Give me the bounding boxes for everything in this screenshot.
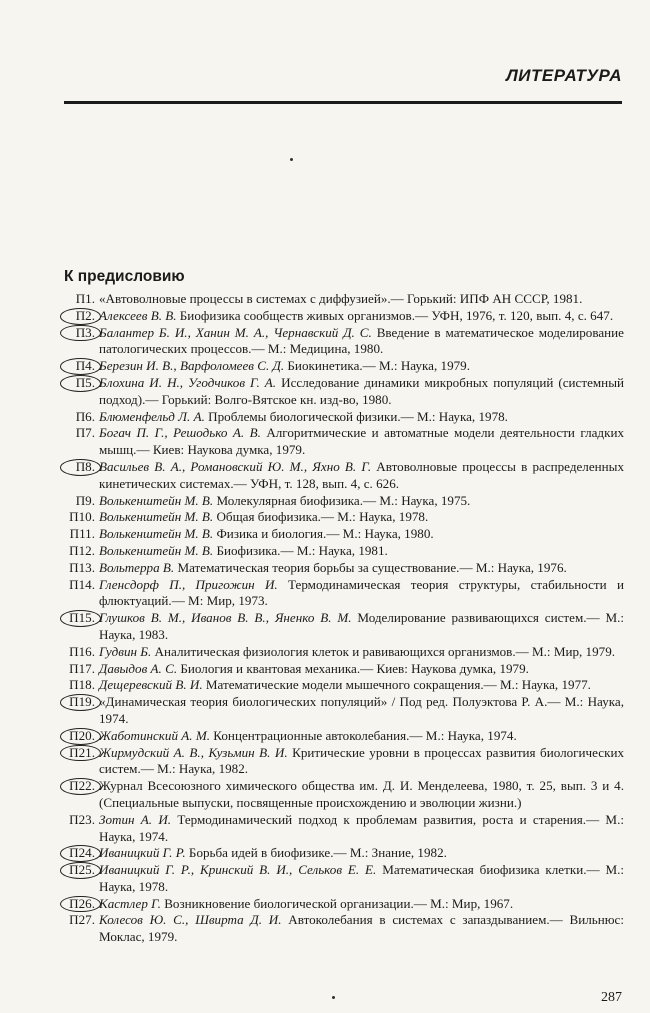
reference-text: Общая биофизика.— М.: Наука, 1978. bbox=[213, 509, 429, 525]
reference-body bbox=[99, 291, 624, 308]
header-rule bbox=[64, 101, 622, 104]
reference-authors: Волькенштейн М. В. bbox=[99, 509, 214, 525]
reference-body bbox=[99, 459, 624, 493]
reference-text: Математическая биофизика клетки.— М.: Наука, 1978. bbox=[99, 862, 624, 894]
reference-text: Концентрационные автоколебания.— М.: Наука, 1974. bbox=[210, 727, 517, 743]
reference-number: П27. bbox=[69, 912, 95, 928]
reference-entry bbox=[58, 610, 624, 644]
reference-number: П12. bbox=[69, 542, 95, 558]
reference-body bbox=[99, 425, 624, 459]
reference-body bbox=[99, 912, 624, 946]
reference-authors: Васильев В. А., Романовский Ю. М., Яхно В. Г. bbox=[99, 458, 372, 474]
reference-text: Биокинетика.— М.: Наука, 1979. bbox=[284, 358, 470, 374]
reference-number: П8. bbox=[58, 459, 99, 476]
reference-body bbox=[99, 358, 624, 375]
reference-authors: Балантер Б. И., Ханин М. А., Чернавский Д. С. bbox=[99, 324, 372, 340]
reference-number: П9. bbox=[75, 492, 95, 508]
reference-entry bbox=[58, 694, 624, 728]
reference-entry bbox=[58, 291, 624, 308]
reference-entry bbox=[58, 812, 624, 846]
reference-text: Журнал Всесоюзного химического общества им. Д. И. Менделеева, 1980, т. 25, вып. 3 и 4. (Специальные выпуски, посвященные происхождению и эволюции жизни.) bbox=[99, 778, 624, 810]
reference-authors: Кастлер Г. bbox=[99, 895, 161, 911]
reference-entry bbox=[58, 358, 624, 375]
reference-body bbox=[99, 694, 624, 728]
reference-number: П3. bbox=[58, 325, 99, 342]
reference-authors: Блюменфельд Л. А. bbox=[99, 408, 205, 424]
reference-entry bbox=[58, 308, 624, 325]
reference-number: П1. bbox=[75, 291, 95, 306]
reference-body bbox=[99, 677, 624, 694]
reference-entry bbox=[58, 778, 624, 812]
reference-number: П23. bbox=[69, 811, 95, 827]
reference-text: Биология и квантовая механика.— Киев: Наукова думка, 1979. bbox=[177, 660, 529, 676]
reference-number: П20. bbox=[58, 728, 99, 745]
reference-text: Аналитическая физиология клеток и равивающихся организмов.— М.: Мир, 1979. bbox=[151, 643, 616, 659]
reference-text: «Автоволновые процессы в системах с диффузией».— Горький: ИПФ АН СССР, 1981. bbox=[99, 291, 583, 306]
reference-text: Автоволновые процессы в распределенных кинетических системах.— УФН, т. 128, вып. 4, с. 626. bbox=[99, 458, 624, 491]
reference-number: П26. bbox=[58, 896, 99, 913]
reference-list bbox=[58, 291, 624, 946]
reference-entry bbox=[58, 509, 624, 526]
reference-text: Борьба идей в биофизике.— М.: Знание, 1982. bbox=[185, 845, 447, 861]
reference-text: Математическая теория борьбы за существование.— М.: Наука, 1976. bbox=[174, 559, 567, 575]
reference-number: П4. bbox=[58, 358, 99, 375]
reference-entry bbox=[58, 425, 624, 459]
reference-authors: Волькенштейн М. В. bbox=[99, 542, 214, 558]
reference-number: П14. bbox=[69, 576, 95, 592]
reference-entry bbox=[58, 677, 624, 694]
reference-authors: Жирмудский А. В., Кузьмин В. И. bbox=[99, 744, 288, 760]
reference-text: Возникновение биологической организации.— М.: Мир, 1967. bbox=[160, 895, 514, 911]
reference-authors: Волькенштейн М. В. bbox=[99, 492, 214, 508]
reference-entry bbox=[58, 862, 624, 896]
reference-authors: Богач П. Г., Решодько А. В. bbox=[99, 425, 261, 441]
speck-mark bbox=[332, 996, 335, 999]
reference-text: Биофизика сообществ живых организмов.— УФН, 1976, т. 120, вып. 4, с. 647. bbox=[176, 307, 614, 323]
reference-number: П22. bbox=[58, 778, 99, 795]
reference-body bbox=[99, 375, 624, 409]
reference-authors: Вольтерра В. bbox=[99, 559, 175, 575]
reference-text: Алгоритмические и автоматные модели деятельности гладких мышц.— Киев: Наукова думка, 1979. bbox=[99, 425, 625, 458]
speck-mark bbox=[290, 158, 293, 161]
reference-entry bbox=[58, 661, 624, 678]
reference-entry bbox=[58, 543, 624, 560]
reference-authors: Березин И. В., Варфоломеев С. Д. bbox=[99, 358, 285, 374]
reference-text: Термодинамический подход к проблемам развития, роста и старения.— М.: Наука, 1974. bbox=[99, 811, 624, 844]
reference-body bbox=[99, 778, 624, 812]
reference-body bbox=[99, 509, 624, 526]
reference-body bbox=[99, 845, 624, 862]
reference-body bbox=[99, 325, 624, 359]
reference-entry bbox=[58, 493, 624, 510]
reference-body bbox=[99, 493, 624, 510]
reference-text: Критические уровни в процессах развития биологических систем.— М.: Наука, 1982. bbox=[99, 744, 624, 777]
page-number: 287 bbox=[601, 990, 622, 1005]
reference-body bbox=[99, 543, 624, 560]
reference-number: П25. bbox=[58, 862, 99, 879]
reference-number: П5. bbox=[58, 375, 99, 392]
reference-authors: Колесов Ю. С., Швирта Д. И. bbox=[99, 912, 282, 928]
reference-number: П6. bbox=[75, 408, 95, 424]
reference-body bbox=[99, 728, 624, 745]
reference-text: Молекулярная биофизика.— М.: Наука, 1975. bbox=[213, 492, 471, 508]
reference-body bbox=[99, 577, 624, 611]
reference-authors: Волькенштейн М. В. bbox=[99, 526, 214, 542]
reference-authors: Жаботинский А. М. bbox=[99, 727, 211, 743]
reference-number: П17. bbox=[69, 660, 95, 676]
reference-entry bbox=[58, 409, 624, 426]
reference-number: П16. bbox=[69, 643, 95, 659]
reference-entry bbox=[58, 845, 624, 862]
reference-number: П2. bbox=[58, 308, 99, 325]
reference-number: П11. bbox=[69, 526, 95, 542]
reference-text: Исследование динамики микробных популяций (системный подход).— Горький: Волго-Вятское кн. изд-во, 1980. bbox=[99, 374, 624, 407]
reference-number: П19. bbox=[58, 694, 99, 711]
reference-authors: Дещеревский В. И. bbox=[99, 677, 203, 693]
reference-text: Проблемы биологической физики.— М.: Наука, 1978. bbox=[204, 408, 508, 424]
reference-body bbox=[99, 812, 624, 846]
reference-number: П13. bbox=[69, 559, 95, 575]
reference-body bbox=[99, 644, 624, 661]
reference-text: Математические модели мышечного сокращения.— М.: Наука, 1977. bbox=[202, 677, 591, 693]
reference-entry bbox=[58, 644, 624, 661]
reference-text: Моделирование развивающихся систем.— М.: Наука, 1983. bbox=[99, 610, 624, 642]
page-title: ЛИТЕРАТУРА bbox=[506, 66, 622, 85]
reference-body bbox=[99, 610, 624, 644]
reference-entry bbox=[58, 459, 624, 493]
reference-entry bbox=[58, 745, 624, 779]
reference-text: Термодинамическая теория структуры, стабильности и флюктуаций.— М: Мир, 1973. bbox=[99, 576, 624, 609]
reference-entry bbox=[58, 325, 624, 359]
reference-authors: Иваницкий Г. Р., Кринский В. И., Сельков Е. Е. bbox=[99, 862, 377, 878]
reference-number: П18. bbox=[69, 677, 95, 693]
reference-text: Автоколебания в системах с запаздыванием.— Вильнюс: Моклас, 1979. bbox=[99, 912, 624, 945]
reference-body bbox=[99, 862, 624, 896]
reference-authors: Гудвин Б. bbox=[99, 643, 152, 659]
reference-authors: Зотин А. И. bbox=[99, 811, 172, 827]
reference-entry bbox=[58, 560, 624, 577]
reference-number: П15. bbox=[58, 610, 99, 627]
reference-authors: Глушков В. М., Иванов В. В., Яненко В. М. bbox=[99, 610, 352, 626]
reference-number: П24. bbox=[58, 845, 99, 862]
reference-number: П7. bbox=[75, 425, 95, 441]
reference-entry bbox=[58, 577, 624, 611]
reference-entry bbox=[58, 896, 624, 913]
reference-authors: Иваницкий Г. Р. bbox=[99, 845, 186, 861]
reference-body bbox=[99, 896, 624, 913]
reference-body bbox=[99, 745, 624, 779]
reference-entry bbox=[58, 912, 624, 946]
reference-entry bbox=[58, 728, 624, 745]
reference-body bbox=[99, 409, 624, 426]
reference-authors: Давыдов А. С. bbox=[99, 660, 178, 676]
section-heading: К предисловию bbox=[64, 268, 185, 285]
reference-number: П10. bbox=[69, 509, 95, 525]
reference-body bbox=[99, 526, 624, 543]
reference-entry bbox=[58, 526, 624, 543]
reference-body bbox=[99, 661, 624, 678]
reference-authors: Блохина И. Н., Угодчиков Г. А. bbox=[99, 374, 277, 390]
reference-entry bbox=[58, 375, 624, 409]
reference-authors: Алексеев В. В. bbox=[99, 307, 177, 323]
reference-text: «Динамическая теория биологических популяций» / Под ред. Полуэктова Р. А.— М.: Наука, 1974. bbox=[99, 694, 624, 726]
reference-text: Физика и биология.— М.: Наука, 1980. bbox=[213, 526, 434, 542]
reference-body bbox=[99, 560, 624, 577]
reference-text: Биофизика.— М.: Наука, 1981. bbox=[213, 542, 388, 558]
reference-number: П21. bbox=[58, 745, 99, 762]
reference-authors: Гленсдорф П., Пригожин И. bbox=[99, 576, 278, 592]
reference-body bbox=[99, 308, 624, 325]
reference-text: Введение в математическое моделирование патологических процессов.— М.: Медицина, 1980. bbox=[99, 324, 624, 357]
